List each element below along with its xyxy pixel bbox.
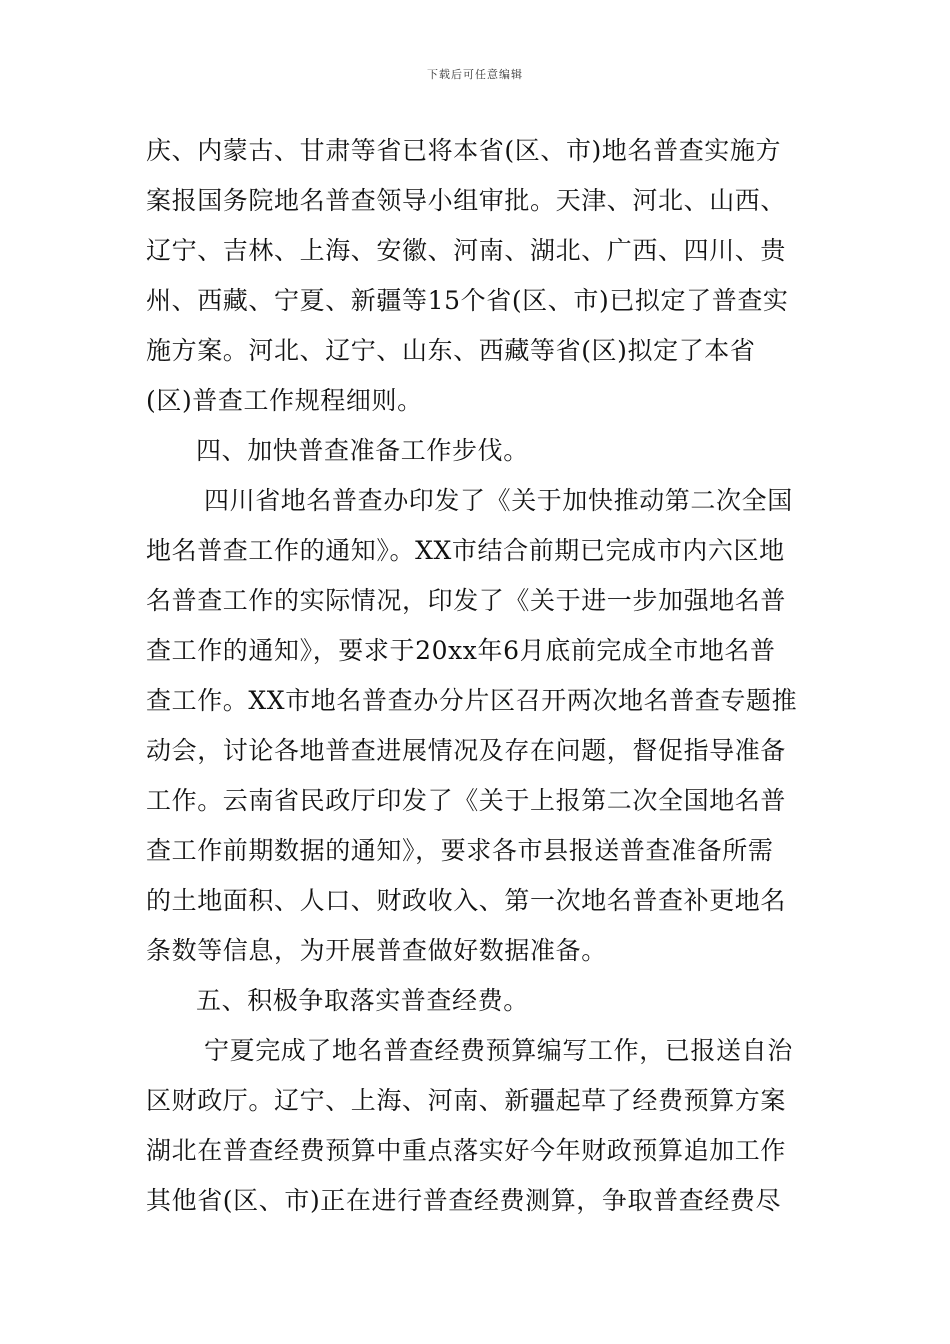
body-text xyxy=(146,126,810,1226)
paragraph-line: 查工作。XX市地名普查办分片区召开两次地名普查专题推 xyxy=(146,686,798,715)
paragraph-line: 案报国务院地名普查领导小组审批。天津、河北、山西、 xyxy=(146,186,787,215)
paragraph-line: 地名普查工作的通知》。XX市结合前期已完成市内六区地 xyxy=(146,536,785,565)
paragraph-line: 查工作的通知》，要求于20xx年6月底前完成全市地名普 xyxy=(146,636,776,665)
paragraph-line: 州、西藏、宁夏、新疆等15个省(区、市)已拟定了普查实 xyxy=(146,286,789,315)
paragraph-line: 工作。云南省民政厅印发了《关于上报第二次全国地名普 xyxy=(146,786,787,815)
paragraph-line: 宁夏完成了地名普查经费预算编写工作，已报送自治 xyxy=(204,1036,793,1065)
section-heading: 五、积极争取落实普查经费。 xyxy=(196,986,529,1015)
paragraph-line: 施方案。河北、辽宁、山东、西藏等省(区)拟定了本省 xyxy=(146,336,756,365)
paragraph-line: 动会，讨论各地普查进展情况及存在问题，督促指导准备 xyxy=(146,736,787,765)
paragraph-line: 其他省(区、市)正在进行普查经费测算，争取普查经费尽 xyxy=(146,1186,782,1215)
header-note: 下载后可任意编辑 xyxy=(427,68,523,81)
paragraph-line: (区)普查工作规程细则。 xyxy=(146,386,423,415)
section-heading: 四、加快普查准备工作步伐。 xyxy=(196,436,529,465)
paragraph-line: 名普查工作的实际情况，印发了《关于进一步加强地名普 xyxy=(146,586,787,615)
paragraph-line: 四川省地名普查办印发了《关于加快推动第二次全国 xyxy=(204,486,793,515)
paragraph-line: 的土地面积、人口、财政收入、第一次地名普查补更地名 xyxy=(146,886,787,915)
paragraph-line: 湖北在普查经费预算中重点落实好今年财政预算追加工作 xyxy=(146,1136,787,1165)
paragraph-line: 查工作前期数据的通知》，要求各市县报送普查准备所需 xyxy=(146,836,774,865)
paragraph-line: 区财政厅。辽宁、上海、河南、新疆起草了经费预算方案 xyxy=(146,1086,787,1115)
paragraph-line: 条数等信息，为开展普查做好数据准备。 xyxy=(146,936,607,965)
paragraph-line: 辽宁、吉林、上海、安徽、河南、湖北、广西、四川、贵 xyxy=(146,236,787,265)
paragraph-line: 庆、内蒙古、甘肃等省已将本省(区、市)地名普查实施方 xyxy=(146,136,782,165)
